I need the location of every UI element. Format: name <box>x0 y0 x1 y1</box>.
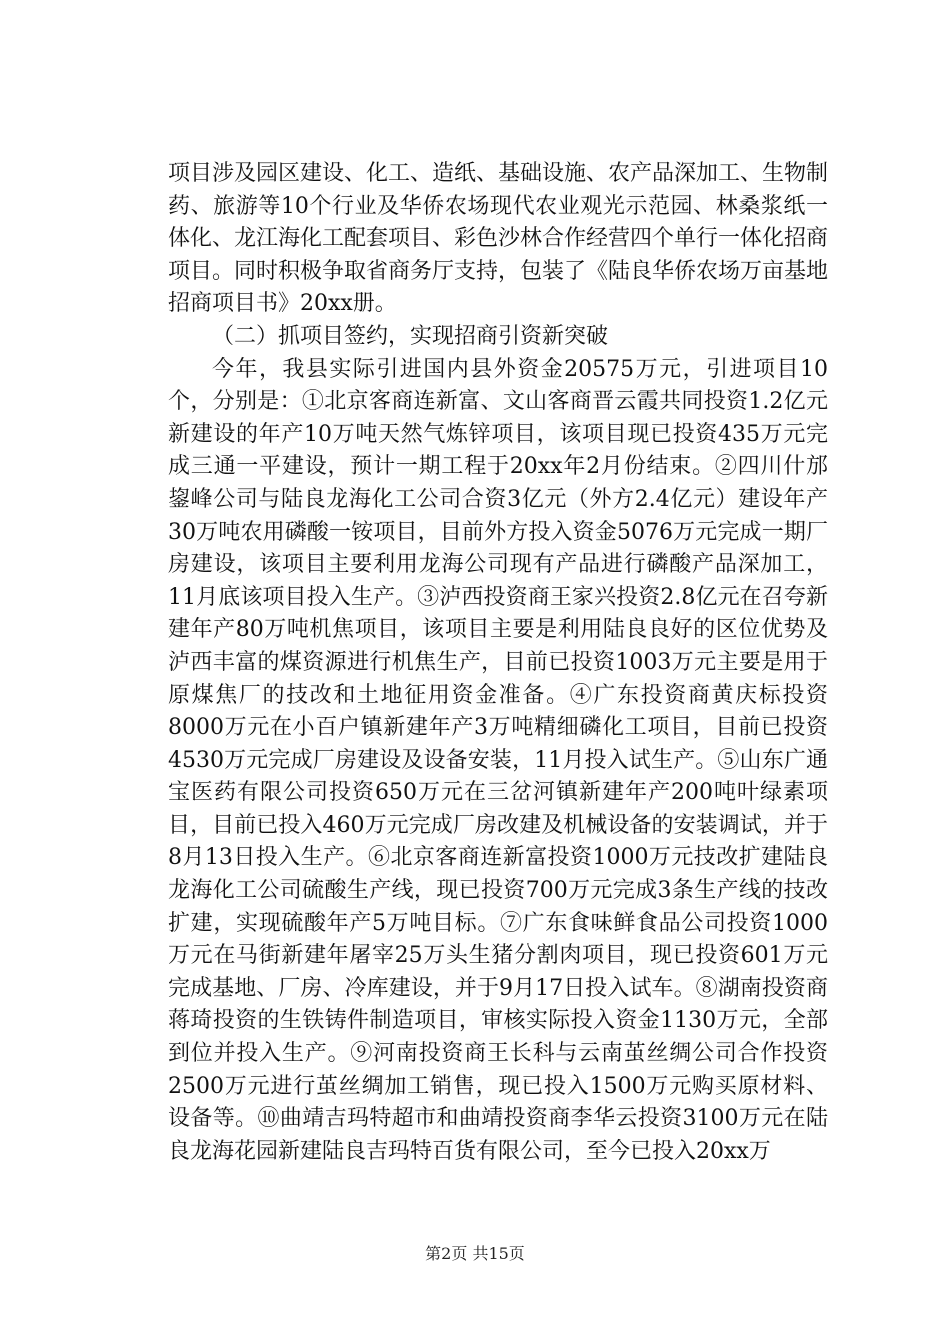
paragraph-project-overview: 项目涉及园区建设、化工、造纸、基础设施、农产品深加工、生物制药、旅游等10个行业及华侨农场现代农业观光示范园、林桑浆纸一体化、龙江海化工配套项目、彩色沙林合作经营四个单行一体化招商项目。同时积极争取省商务厅支持，包装了《陆良华侨农场万亩基地招商项目书》20xx册。 <box>168 161 829 317</box>
document-body <box>168 158 828 1168</box>
page-number-footer: 第2页 共15页 <box>425 1244 525 1263</box>
paragraph-project-list: 今年，我县实际引进国内县外资金20575万元，引进项目10个，分别是：①北京客商连新富、文山客商晋云霞共同投资1.2亿元新建设的年产10万吨天然气炼锌项目，该项目现已投资435万元完成三通一平建设，预计一期工程于20xx年2月份结束。②四川什邡鋆峰公司与陆良龙海化工公司合资3亿元（外方2.4亿元）建设年产30万吨农用磷酸一铵项目，目前外方投入资金5076万元完成一期厂房建设，该项目主要利用龙海公司现有产品进行磷酸产品深加工，11月底该项目投入生产。③泸西投资商王家兴投资2.8亿元在召夸新建年产80万吨机焦项目，该项目主要是利用陆良良好的区位优势及泸西丰富的煤资源进行机焦生产，目前已投资1003万元主要是用于原煤焦厂的技改和土地征用资金准备。④广东投资商黄庆标投资8000万元在小百户镇新建年产3万吨精细磷化工项目，目前已投资4530万元完成厂房建设及设备安装，11月投入试生产。⑤山东广通宝医药有限公司投资650万元在三岔河镇新建年产200吨叶绿素项目，目前已投入460万元完成厂房改建及机械设备的安装调试，并于8月13日投入生产。⑥北京客商连新富投资1000万元技改扩建陆良龙海化工公司硫酸生产线，现已投资700万元完成3条生产线的技改扩建，实现硫酸年产5万吨目标。⑦广东食味鲜食品公司投资1000万元在马街新建年屠宰25万头生猪分割肉项目，现已投资601万元完成基地、厂房、冷库建设，并于9月17日投入试车。⑧湖南投资商蒋琦投资的生铁铸件制造项目，审核实际投入资金1130万元，全部到位并投入生产。⑨河南投资商王长科与云南茧丝绸公司合作投资2500万元进行茧丝绸加工销售，现已投入1500万元购买原材料、设备等。⑩曲靖吉玛特超市和曲靖投资商李华云投资3100万元在陆良龙海花园新建陆良吉玛特百货有限公司，至今已投入20xx万 <box>168 356 828 1164</box>
section-heading: （二）抓项目签约，实现招商引资新突破 <box>212 323 609 349</box>
